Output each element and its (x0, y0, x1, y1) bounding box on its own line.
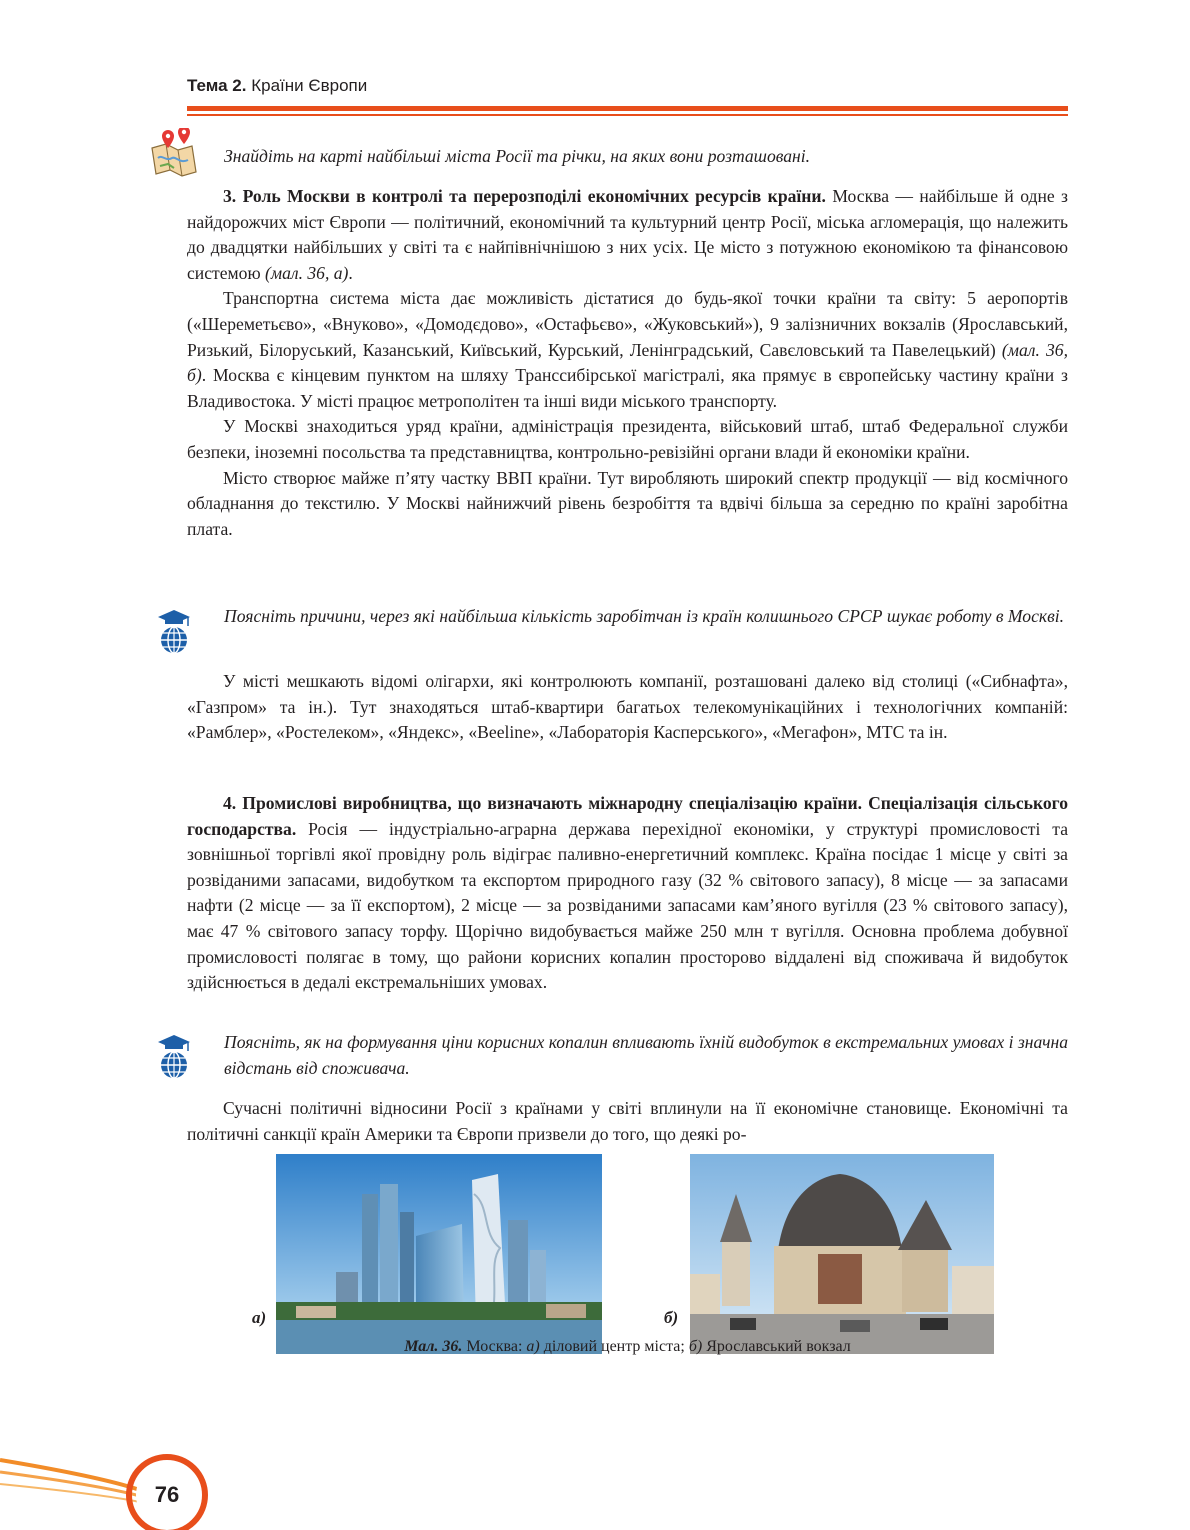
paragraph-sanctions: Сучасні політичні відносини Росії з країнами у світі вплинули на її економічне становище. Економічні та політичні санкції країн Америки та Європи призвели до того, що деякі ро- (187, 1098, 1068, 1144)
page-number: 76 (154, 1482, 180, 1507)
paragraph: Місто створює майже п’яту частку ВВП країни. Тут виробляють широкий спектр продукції — від космічного обладнання до текстилю. У Москві найнижчий рівень безробіття та вдвічі більша за середню по країні заробітна плата. (187, 467, 1068, 539)
map-pin-icon (148, 128, 202, 178)
section-3-heading: 3. Роль Москви в контролі та перерозподілі економічних ресурсів країни. (223, 186, 826, 206)
topic-number: Тема 2. (187, 76, 247, 95)
graduation-globe-icon (156, 608, 192, 656)
photo-yaroslavsky-station (690, 1154, 994, 1354)
header-rule-thick (187, 106, 1068, 111)
topic-title: Країни Європи (251, 76, 368, 95)
caption-number: Мал. 36. (404, 1338, 463, 1355)
section-4-heading: 4. Промислові виробництва, що визначають міжнародну спеціалізацію країни. Спеціалізація сільського господарства. (187, 793, 1068, 839)
graduation-globe-icon (156, 1033, 192, 1081)
task-workers: Поясніть причини, через які найбільша кількість заробітчан із країн колишнього СРСР шукає роботу в Москві. (224, 606, 1065, 626)
task-minerals: Поясніть, як на формування ціни корисних копалин впливають їхній видобуток в екстремальних умовах і значна відстань від споживача. (224, 1032, 1068, 1078)
running-header (187, 76, 1067, 96)
paragraph: 4. Промислові виробництва, що визначають міжнародну спеціалізацію країни. Спеціалізація сільського господарства. Росія — індустріально-аграрна держава перехідної економіки, у структурі промисловості та зовнішньої торгівлі якої провідну роль відіграє паливно-енергетичний комплекс. Країна посідає 1 місце у світі за розвіданими запасами, видобутком та експортом природного газу (32 % світового запасу), 8 місце — за запасами нафти (2 місце — за її експортом), 2 місце — за розвіданими запасами кам’яного вугілля (23 % світового запасу), має 47 % світового запасу торфу. Щорічно видобувається майже 250 млн т вугілля. Основна проблема добувної промисловості полягає в тому, що райони корисних копалин просторово віддалені від споживача й видобуток здійснюється в дедалі екстремальніших умовах. (187, 793, 1068, 993)
figure-caption: Мал. 36. Москва: а) діловий центр міста; б) Ярославський вокзал (404, 1338, 851, 1355)
header-rule-thin (187, 114, 1068, 116)
section-3 (187, 184, 1068, 542)
section-4 (187, 791, 1068, 996)
figure-ref: (мал. 36, б) (187, 339, 1068, 386)
paragraph: У Москві знаходиться уряд країни, адміністрація президента, військовий штаб, штаб Федеральної служби безпеки, іноземні посольства та представництва, контрольно-ревізійні органи влади й економіки країни. (187, 416, 1068, 462)
photo-moscow-city (276, 1154, 602, 1354)
paragraph: 3. Роль Москви в контролі та перерозподілі економічних ресурсів країни. Москва — найбільше й одне з найдорожчих міст Європи — політичний, економічний та культурний центр Росії, міська агломерація, що належить до двадцятки найбільших у світі та є найпівнічнішою з них усіх. Це місто з потужною економікою та фінансовою системою (мал. 36, а). (187, 186, 1068, 283)
figure-ref: (мал. 36, а) (265, 262, 349, 283)
paragraph-companies: У місті мешкають відомі олігархи, які контролюють компанії, розташовані далеко від столиці («Сибнафта», «Газпром» та ін.). Тут знаходяться штаб-квартири багатьох телекомунікаційних і технологічних компаній: «Рамблер», «Ростелеком», «Яндекс», «Beeline», «Лабораторія Касперського», «Мегафон», МТС та ін. (187, 671, 1068, 743)
photo-a-label: а) (252, 1308, 267, 1327)
paragraph: Транспортна система міста дає можливість дістатися до будь-якої точки країни та світу: 5 аеропортів («Шереметьєво», «Внуково», «Домодєдово», «Остафьєво», «Жуковський»), 9 залізничних вокзалів (Ярославський, Ризький, Білоруський, Казанський, Київський, Курський, Ленінградський, Савєловський та Павелецький) (мал. 36, б). Москва є кінцевим пунктом на шляху Транссибірської магістралі, яка прямує в європейську частину країни з Владивостока. У місті працює метрополітен та інші види міського транспорту. (187, 288, 1068, 411)
task-find-cities: Знайдіть на карті найбільші міста Росії та річки, на яких вони розташовані. (224, 146, 811, 166)
photo-b-label: б) (664, 1308, 679, 1327)
